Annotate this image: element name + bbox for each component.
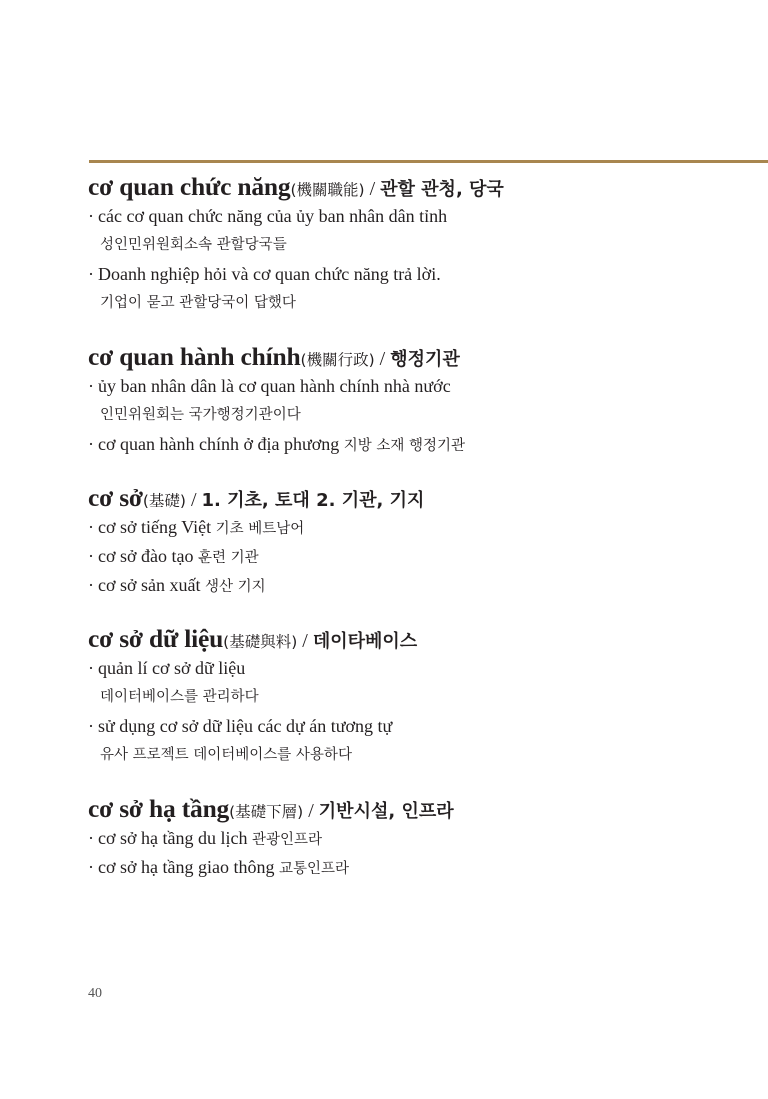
dictionary-entry — [88, 342, 748, 459]
entry-headline — [88, 794, 748, 824]
bullet-dot: · — [88, 658, 94, 678]
page-number: 40 — [88, 986, 102, 1001]
example-translation: 유사 프로젝트 데이터베이스를 사용하다 — [100, 747, 352, 763]
example-korean-inline: 교통인프라 — [279, 861, 350, 877]
example-korean-inline: 관광인프라 — [252, 832, 323, 848]
bullet-dot: · — [88, 264, 94, 284]
example-line — [88, 513, 748, 542]
example-korean-inline: 생산 기지 — [205, 579, 266, 595]
example-vietnamese: quản lí cơ sở dữ liệu — [98, 658, 246, 678]
dictionary-entry — [88, 483, 748, 600]
bullet-dot: · — [88, 517, 94, 537]
separator: / — [185, 489, 202, 511]
headword: cơ sở hạ tầng — [88, 794, 230, 823]
example-vietnamese: các cơ quan chức năng của ủy ban nhân dân tỉnh — [98, 206, 448, 226]
example-vietnamese: sử dụng cơ sở dữ liệu các dự án tương tự — [98, 716, 393, 736]
example-translation: 성인민위원회소속 관할당국들 — [100, 237, 287, 253]
hanja-origin: (基礎與料) — [223, 633, 298, 651]
example-korean-inline: 지방 소재 행정기관 — [343, 438, 466, 454]
bullet-dot: · — [88, 857, 94, 877]
separator: / — [303, 800, 319, 822]
bullet-dot: · — [88, 716, 94, 736]
example-line — [88, 372, 748, 401]
entry-headline — [88, 483, 748, 513]
example-korean-inline: 기초 베트남어 — [215, 521, 305, 537]
separator: / — [374, 348, 391, 370]
example-line — [88, 202, 748, 231]
example-line — [88, 853, 748, 882]
entry-headline — [88, 342, 748, 372]
bullet-dot: · — [88, 575, 94, 595]
headword: cơ sở — [88, 483, 143, 512]
header-rule — [89, 160, 768, 163]
example-korean-inline: 훈련 기관 — [198, 550, 259, 566]
example-vietnamese: cơ sở hạ tầng du lịch — [98, 828, 248, 848]
separator: / — [297, 630, 313, 652]
bullet-dot: · — [88, 828, 94, 848]
hanja-origin: (基礎下層) — [229, 803, 304, 821]
headword: cơ sở dữ liệu — [88, 624, 224, 653]
bullet-dot: · — [88, 434, 94, 454]
example-translation: 인민위원회는 국가행정기관이다 — [100, 407, 301, 423]
example-vietnamese: Doanh nghiệp hỏi và cơ quan chức năng trả lời. — [98, 264, 441, 284]
example-translation: 기업이 묻고 관할당국이 답했다 — [100, 295, 296, 311]
hanja-origin: (基礎) — [142, 492, 186, 510]
dictionary-entry — [88, 172, 748, 318]
dictionary-entry — [88, 794, 748, 882]
example-vietnamese: cơ sở sản xuất — [98, 575, 201, 595]
bullet-dot: · — [88, 376, 94, 396]
bullet-dot: · — [88, 546, 94, 566]
example-vietnamese: ủy ban nhân dân là cơ quan hành chính nhà nước — [98, 376, 451, 396]
separator: / — [364, 178, 381, 200]
example-vietnamese: cơ quan hành chính ở địa phương — [98, 434, 340, 454]
bullet-dot: · — [88, 206, 94, 226]
hanja-origin: (機關職能) — [290, 181, 365, 199]
example-vietnamese: cơ sở hạ tầng giao thông — [98, 857, 275, 877]
hanja-origin: (機關行政) — [300, 351, 375, 369]
example-line — [88, 260, 748, 289]
korean-meaning: 기반시설, 인프라 — [318, 801, 454, 822]
entry-headline — [88, 624, 748, 654]
korean-meaning: 1. 기초, 토대 2. 기관, 기지 — [201, 490, 425, 511]
example-vietnamese: cơ sở tiếng Việt — [98, 517, 212, 537]
example-line — [88, 430, 748, 459]
headword: cơ quan chức năng — [88, 172, 291, 201]
korean-meaning: 행정기관 — [390, 349, 460, 370]
dictionary-entries — [88, 172, 748, 906]
example-vietnamese: cơ sở đào tạo — [98, 546, 194, 566]
dictionary-entry — [88, 624, 748, 770]
example-line — [88, 571, 748, 600]
korean-meaning: 데이타베이스 — [312, 631, 418, 652]
example-translation: 데이터베이스를 관리하다 — [100, 689, 259, 705]
example-line — [88, 654, 748, 683]
headword: cơ quan hành chính — [88, 342, 301, 371]
example-line — [88, 824, 748, 853]
korean-meaning: 관할 관청, 당국 — [380, 179, 504, 200]
entry-headline — [88, 172, 748, 202]
example-line — [88, 542, 748, 571]
example-line — [88, 712, 748, 741]
